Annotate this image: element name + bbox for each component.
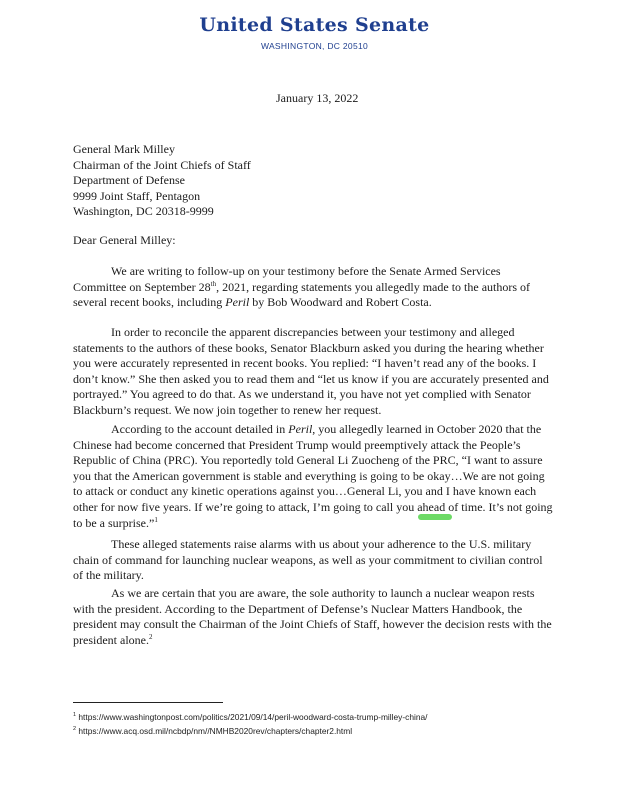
recipient-line: General Mark Milley	[73, 142, 175, 156]
paragraph-text: , 2021, regarding statements you allegedly made to the authors of several recent books, including	[73, 279, 531, 310]
paragraph-text: We are writing to follow-up on your testimony before the Senate Armed Services Committee on September 28	[73, 264, 501, 294]
letterhead-subtitle: WASHINGTON, DC 20510	[260, 41, 369, 51]
paragraph-1	[73, 264, 555, 311]
paragraph-4: These alleged statements raise alarms with us about your adherence to the U.S. military chain of command for launching nuclear weapons, as well as your commitment to civilian control of the military.	[73, 537, 543, 583]
paragraph-text: , you allegedly learned in October 2020 that the Chinese had become concerned that President Trump would preemptively attack the People’s Republic of China (PRC). You reportedly told General Li Zuocheng of the PRC, “I want to assure you that the American government is stable and everything is going to be okay…We are not going to attack or conduct any kinetic operations against you…General Li, you and I have known each other for now five years. If we’re going to attack, I’m going to call you ahead of time. It’s not going to be a surprise.”	[73, 422, 553, 530]
recipient-line: Chairman of the Joint Chiefs of Staff	[73, 157, 251, 172]
paragraph-3	[73, 422, 555, 531]
footnote-number: 2	[73, 726, 77, 733]
book-title-italic: Peril	[288, 422, 313, 436]
salutation: Dear General Milley:	[73, 233, 176, 247]
recipient-line: 9999 Joint Staff, Pentagon	[73, 188, 201, 203]
paragraph-text: As we are certain that you are aware, the sole authority to launch a nuclear weapon rests with the president. According to the Department of Defense’s Nuclear Matters Handbook, the president may consult the Chairman of the Joint Chiefs of Staff, however the decision rests with the president alone.	[73, 586, 552, 647]
book-title-italic: Peril	[225, 295, 250, 310]
paragraph-text: According to the account detailed in	[111, 422, 289, 436]
footnote-ref-1[interactable]: 1	[154, 515, 158, 524]
footnote-ref-2[interactable]: 2	[148, 632, 153, 641]
footnote-link[interactable]: https://www.acq.osd.mil/ncbdp/nm//NMHB2020rev/chapters/chapter2.html	[76, 726, 353, 736]
paragraph-2: In order to reconcile the apparent discrepancies between your testimony and alleged statements to the authors of these books, Senator Blackburn asked you during the hearing whether you were accurately represented in recent books. You replied: “I haven’t read any of the books. I don’t know.” She then asked you to read them and “let us know if you are accurately presented and portrayed.” You agreed to do that. As we understand it, you have not yet complied with Senator Blackburn’s request. We now join together to renew her request.	[73, 325, 549, 417]
footnote-number: 1	[73, 712, 77, 719]
green-highlight-mark	[418, 514, 452, 520]
recipient-line: Department of Defense	[73, 173, 185, 188]
recipient-address	[73, 142, 251, 220]
footnote-2	[73, 726, 352, 736]
paragraph-5	[73, 586, 555, 648]
footnote-link[interactable]: https://www.washingtonpost.com/politics/2021/09/14/peril-woodward-costa-trump-milley-china/	[76, 712, 428, 722]
letterhead-title: United States Senate	[199, 14, 430, 36]
footnote-divider	[73, 702, 223, 703]
footnote-1	[73, 712, 428, 722]
letter-date: January 13, 2022	[276, 91, 359, 105]
ordinal-superscript: th	[210, 279, 217, 288]
paragraph-text: by Bob Woodward and Robert Costa.	[249, 295, 432, 310]
recipient-line: Washington, DC 20318-9999	[73, 204, 214, 219]
